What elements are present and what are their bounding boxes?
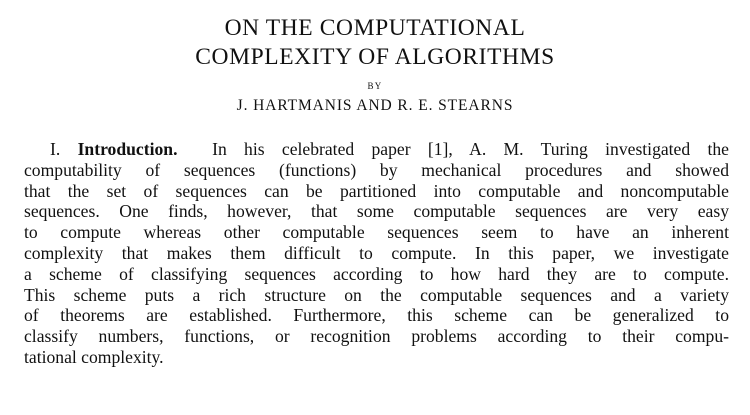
paragraph-line: of theorems are established. Furthermore, this scheme can be generalized to — [24, 305, 729, 326]
authors: J. HARTMANIS AND R. E. STEARNS — [236, 97, 514, 114]
paragraph-line: a scheme of classifying sequences according to how hard they are to compute. — [24, 263, 729, 284]
section-heading: Introduction. — [77, 139, 178, 159]
paragraph-line: computability of sequences (functions) by mechanical procedures and showed — [24, 159, 729, 180]
paragraph-line — [24, 139, 729, 160]
section-number: I. — [50, 139, 61, 159]
paragraph-line-text: In his celebrated paper [1], A. M. Turing investigated the — [212, 139, 729, 159]
paragraph-line: that the set of sequences can be partitioned into computable and noncomputable — [24, 180, 729, 201]
introduction-paragraph — [24, 139, 729, 368]
byline: BY — [367, 81, 383, 91]
paragraph-line: This scheme puts a rich structure on the computable sequences and a variety — [24, 284, 729, 305]
paragraph-line: complexity that makes them difficult to compute. In this paper, we investigate — [24, 242, 729, 263]
paper-title-line-1: ON THE COMPUTATIONAL — [224, 15, 526, 41]
paragraph-line: to compute whereas other computable sequences seem to have an inherent — [24, 222, 729, 243]
paper-title-line-2: COMPLEXITY OF ALGORITHMS — [195, 44, 555, 70]
paragraph-line: sequences. One finds, however, that some computable sequences are very easy — [24, 201, 729, 222]
paragraph-line: classify numbers, functions, or recognition problems according to their compu- — [24, 326, 729, 347]
paragraph-line: tational complexity. — [24, 346, 164, 367]
